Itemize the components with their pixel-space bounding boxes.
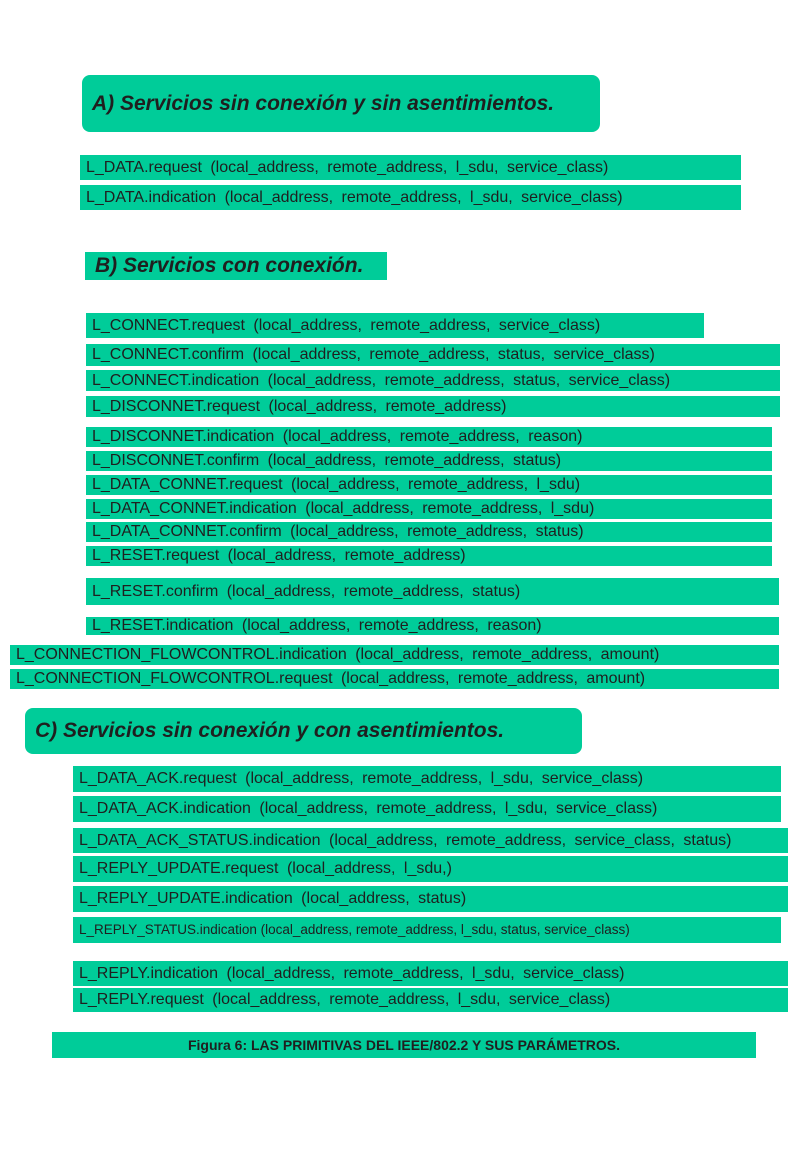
primitive-l-data-connet-confirm: L_DATA_CONNET.confirm (local_address, remote_address, status) bbox=[86, 522, 772, 542]
primitive-l-connect-request: L_CONNECT.request (local_address, remote_address, service_class) bbox=[86, 313, 704, 338]
primitive-l-data-indication: L_DATA.indication (local_address, remote_address, l_sdu, service_class) bbox=[80, 185, 741, 210]
section-a-title: A) Servicios sin conexión y sin asentimientos. bbox=[82, 75, 600, 132]
primitive-l-data-ack-indication: L_DATA_ACK.indication (local_address, remote_address, l_sdu, service_class) bbox=[73, 796, 781, 822]
primitive-l-reply-indication: L_REPLY.indication (local_address, remote_address, l_sdu, service_class) bbox=[73, 961, 788, 986]
primitive-l-data-connet-request: L_DATA_CONNET.request (local_address, remote_address, l_sdu) bbox=[86, 475, 772, 495]
primitive-l-connection-flowcontrol-indication: L_CONNECTION_FLOWCONTROL.indication (local_address, remote_address, amount) bbox=[10, 645, 779, 665]
figure-caption: Figura 6: LAS PRIMITIVAS DEL IEEE/802.2 Y SUS PARÁMETROS. bbox=[52, 1032, 756, 1058]
primitive-l-connect-indication: L_CONNECT.indication (local_address, remote_address, status, service_class) bbox=[86, 370, 780, 391]
primitive-l-data-connet-indication: L_DATA_CONNET.indication (local_address, remote_address, l_sdu) bbox=[86, 499, 772, 519]
primitive-l-data-ack-request: L_DATA_ACK.request (local_address, remote_address, l_sdu, service_class) bbox=[73, 766, 781, 792]
primitive-l-reset-request: L_RESET.request (local_address, remote_address) bbox=[86, 546, 772, 566]
primitive-l-reply-request: L_REPLY.request (local_address, remote_address, l_sdu, service_class) bbox=[73, 988, 788, 1012]
primitive-l-reply-update-indication: L_REPLY_UPDATE.indication (local_address, status) bbox=[73, 886, 788, 912]
primitive-l-reply-update-request: L_REPLY_UPDATE.request (local_address, l_sdu,) bbox=[73, 856, 788, 882]
primitive-l-disconnet-indication: L_DISCONNET.indication (local_address, remote_address, reason) bbox=[86, 427, 772, 447]
primitive-l-data-request: L_DATA.request (local_address, remote_address, l_sdu, service_class) bbox=[80, 155, 741, 180]
primitive-l-disconnet-confirm: L_DISCONNET.confirm (local_address, remote_address, status) bbox=[86, 451, 772, 471]
section-b-title: B) Servicios con conexión. bbox=[85, 252, 387, 280]
primitive-l-reset-confirm: L_RESET.confirm (local_address, remote_address, status) bbox=[86, 578, 779, 605]
primitive-l-connect-confirm: L_CONNECT.confirm (local_address, remote_address, status, service_class) bbox=[86, 344, 780, 366]
primitive-l-disconnet-request: L_DISCONNET.request (local_address, remote_address) bbox=[86, 396, 780, 417]
primitive-l-connection-flowcontrol-request: L_CONNECTION_FLOWCONTROL.request (local_address, remote_address, amount) bbox=[10, 669, 779, 689]
primitive-l-reset-indication: L_RESET.indication (local_address, remote_address, reason) bbox=[86, 617, 779, 635]
primitive-l-reply-status-indication: L_REPLY_STATUS.indication (local_address, remote_address, l_sdu, status, service_class) bbox=[73, 917, 781, 943]
primitive-l-data-ack-status-indication: L_DATA_ACK_STATUS.indication (local_address, remote_address, service_class, status) bbox=[73, 828, 788, 853]
section-c-title: C) Servicios sin conexión y con asentimientos. bbox=[25, 708, 582, 754]
